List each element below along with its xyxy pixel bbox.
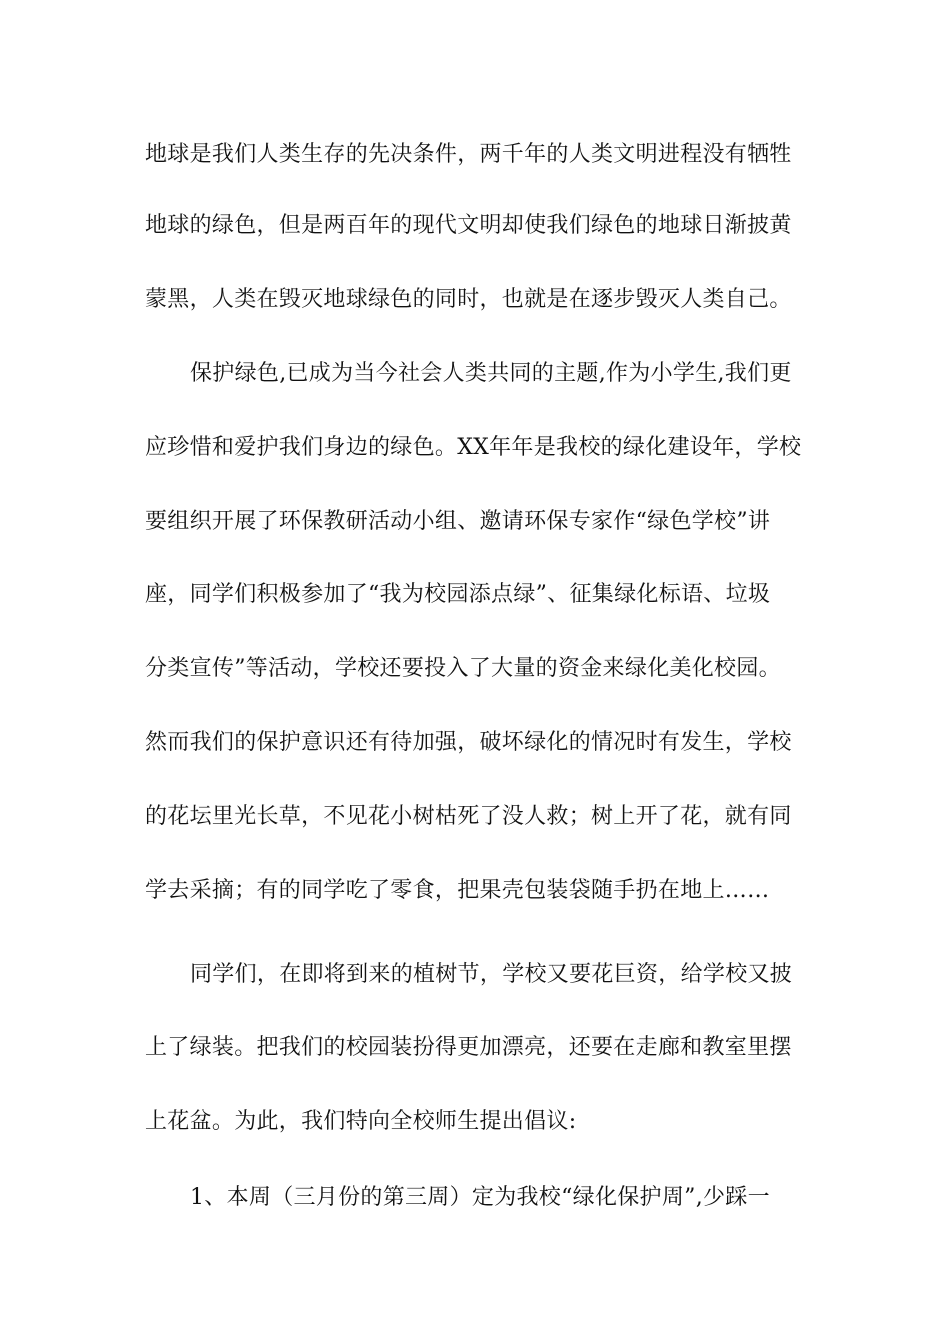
body-text-line: 地球的绿色，但是两百年的现代文明却使我们绿色的地球日渐披黄	[145, 213, 792, 238]
body-text-line: 座，同学们积极参加了“我为校园添点绿”、征集绿化标语、垃圾	[145, 582, 771, 607]
body-text-line: 学去采摘；有的同学吃了零食，把果壳包装袋随手扔在地上……	[145, 878, 770, 903]
list-item-line: 1、本周（三月份的第三周）定为我校“绿化保护周”,少踩一	[190, 1185, 770, 1210]
body-text-line: 上了绿装。把我们的校园装扮得更加漂亮，还要在走廊和教室里摆	[145, 1035, 792, 1060]
body-text-line: 地球是我们人类生存的先决条件，两千年的人类文明进程没有牺牲	[145, 142, 792, 167]
paragraph-start-line: 同学们，在即将到来的植树节，学校又要花巨资，给学校又披	[190, 962, 793, 987]
body-text-line: 应珍惜和爱护我们身边的绿色。XX年年是我校的绿化建设年，学校	[145, 435, 802, 460]
body-text-line: 上花盆。为此，我们特向全校师生提出倡议:	[145, 1109, 577, 1134]
body-text-line: 蒙黑，人类在毁灭地球绿色的同时，也就是在逐步毁灭人类自己。	[145, 287, 792, 312]
body-text-line: 然而我们的保护意识还有待加强，破坏绿化的情况时有发生，学校	[145, 730, 792, 755]
paragraph-start-line: 保护绿色,已成为当今社会人类共同的主题,作为小学生,我们更	[190, 361, 792, 386]
body-text-line: 要组织开展了环保教研活动小组、邀请环保专家作“绿色学校”讲	[145, 509, 771, 534]
body-text-line: 的花坛里光长草，不见花小树枯死了没人救；树上开了花，就有同	[145, 804, 792, 829]
body-text-line: 分类宣传”等活动，学校还要投入了大量的资金来绿化美化校园。	[145, 656, 781, 681]
